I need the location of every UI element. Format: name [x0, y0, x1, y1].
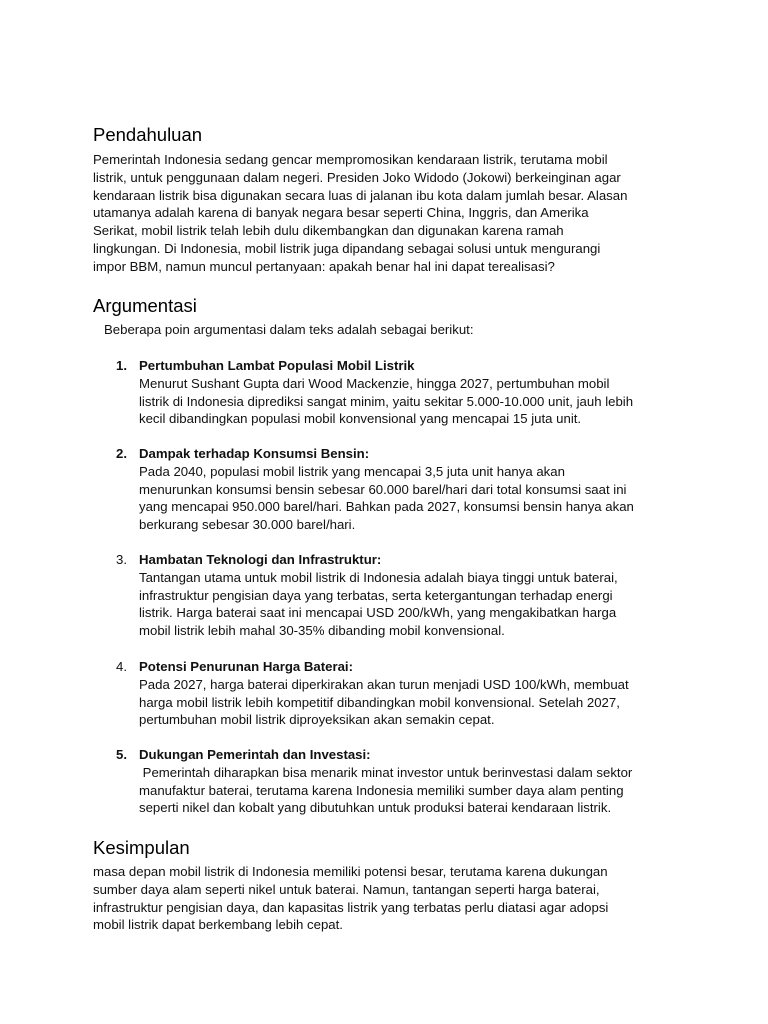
list-item-line: listrik. Harga baterai saat ini mencapai USD 200/kWh, yang mengakibatkan harga — [139, 605, 617, 621]
list-item-line: listrik di Indonesia diprediksi sangat minim, yaitu sekitar 5.000-10.000 unit, jauh lebih — [139, 393, 634, 409]
heading-argumentasi: Argumentasi — [93, 295, 197, 316]
list-item-line: pertumbuhan mobil listrik diproyeksikan akan semakin cepat. — [139, 712, 495, 728]
list-number: 4. — [116, 659, 127, 674]
heading-pendahuluan: Pendahuluan — [93, 124, 203, 145]
text-line: listrik, untuk penggunaan dalam negeri. Presiden Joko Widodo (Jokowi) berkeinginan agar — [93, 169, 621, 185]
list-item-line: mobil listrik lebih mahal 30-35% dibanding mobil konvensional. — [139, 623, 505, 639]
text-line: kendaraan listrik bisa digunakan secara luas di jalanan ibu kota dalam jumlah besar. Alasan — [93, 187, 628, 203]
paragraph-kesimpulan — [93, 863, 608, 934]
list-item-title: Pertumbuhan Lambat Populasi Mobil Listrik — [139, 358, 415, 373]
list-item-body — [139, 357, 633, 428]
paragraph-pendahuluan — [93, 151, 627, 276]
list-item-line: Pada 2040, populasi mobil listrik yang mencapai 3,5 juta unit hanya akan — [139, 463, 565, 479]
heading-kesimpulan: Kesimpulan — [93, 837, 190, 858]
list-item-title: Hambatan Teknologi dan Infrastruktur: — [139, 552, 382, 567]
list-number: 5. — [116, 747, 127, 762]
list-item-body — [139, 445, 634, 534]
list-item-line: yang mencapai 950.000 barel/hari. Bahkan pada 2027, konsumsi bensin hanya akan — [139, 499, 634, 515]
list-item-line: Tantangan utama untuk mobil listrik di Indonesia adalah biaya tinggi untuk baterai, — [139, 569, 618, 585]
list-item-line: kecil dibandingkan populasi mobil konvensional yang mencapai 15 juta unit. — [139, 411, 582, 427]
argumentasi-intro: Beberapa poin argumentasi dalam teks adalah sebagai berikut: — [104, 322, 474, 337]
list-item-body — [139, 551, 618, 640]
text-line: impor BBM, namun muncul pertanyaan: apakah benar hal ini dapat terealisasi? — [93, 258, 555, 274]
list-item-title: Potensi Penurunan Harga Baterai: — [139, 659, 353, 674]
list-item-line: menurunkan konsumsi bensin sebesar 60.000 barel/hari dari total konsumsi saat ini — [139, 481, 627, 497]
list-item-line: harga mobil listrik lebih kompetitif dibandingkan mobil konvensional. Setelah 2027, — [139, 694, 620, 710]
list-item-line: Pada 2027, harga baterai diperkirakan akan turun menjadi USD 100/kWh, membuat — [139, 676, 629, 692]
list-item-line: seperti nikel dan kobalt yang dibutuhkan untuk produksi baterai kendaraan listrik. — [139, 800, 612, 816]
text-line: infrastruktur pengisian daya, dan kapasitas listrik yang terbatas perlu diatasi agar adopsi — [93, 899, 609, 915]
text-line: masa depan mobil listrik di Indonesia memiliki potensi besar, terutama karena dukungan — [93, 864, 608, 879]
text-line: Pemerintah Indonesia sedang gencar mempromosikan kendaraan listrik, terutama mobil — [93, 152, 608, 167]
list-number: 3. — [116, 552, 127, 567]
text-line: utamanya adalah karena di banyak negara besar seperti China, Inggris, dan Amerika — [93, 205, 589, 221]
list-item-body — [139, 746, 632, 817]
list-item-line: berkurang sebesar 30.000 barel/hari. — [139, 517, 356, 533]
text-line: mobil listrik dapat berkembang lebih cepat. — [93, 917, 343, 933]
text-line: Serikat, mobil listrik telah lebih dulu dikembangkan dan digunakan karena ramah — [93, 223, 564, 239]
list-item-line: infrastruktur pengisian daya yang terbatas, serta ketergantungan terhadap energi — [139, 587, 613, 603]
text-line: sumber daya alam seperti nikel untuk baterai. Namun, tantangan seperti harga baterai, — [93, 881, 600, 897]
list-item-title: Dukungan Pemerintah dan Investasi: — [139, 747, 371, 762]
list-item-title: Dampak terhadap Konsumsi Bensin: — [139, 446, 370, 461]
list-item-line: Pemerintah diharapkan bisa menarik minat investor untuk berinvestasi dalam sektor — [139, 764, 633, 780]
list-item-body — [139, 658, 629, 729]
list-item-line: manufaktur baterai, terutama karena Indonesia memiliki sumber daya alam penting — [139, 782, 624, 798]
list-number: 2. — [116, 446, 127, 461]
list-number: 1. — [116, 358, 127, 373]
list-item-line: Menurut Sushant Gupta dari Wood Mackenzie, hingga 2027, pertumbuhan mobil — [139, 375, 610, 391]
text-line: lingkungan. Di Indonesia, mobil listrik juga dipandang sebagai solusi untuk mengurangi — [93, 240, 601, 256]
